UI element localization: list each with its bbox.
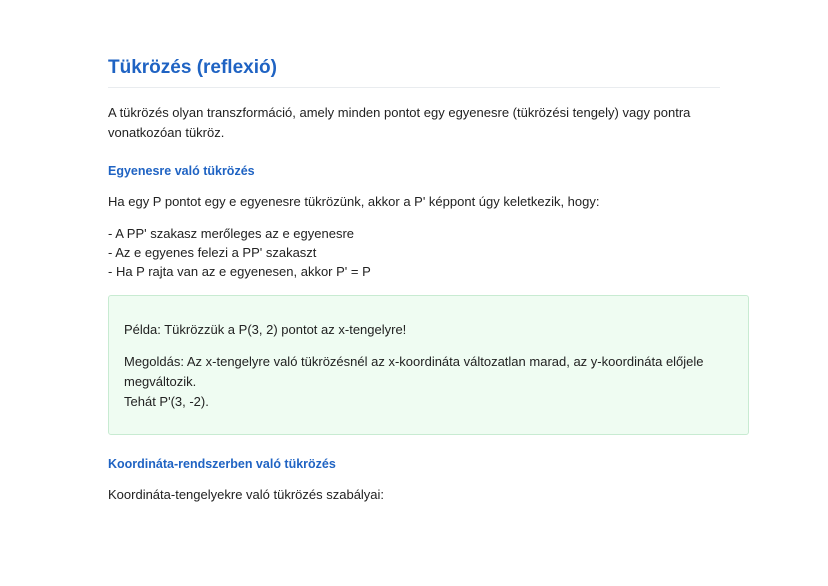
section-heading-coordinate-reflection: Koordináta-rendszerben való tükrözés xyxy=(108,457,336,471)
list-item: - A PP' szakasz merőleges az e egyenesre xyxy=(108,226,354,241)
coordinate-reflection-paragraph: Koordináta-tengelyekre való tükrözés szabályai: xyxy=(108,487,385,502)
list-item: - Az e egyenes felezi a PP' szakaszt xyxy=(108,245,317,260)
intro-paragraph: A tükrözés olyan transzformáció, amely minden pontot egy egyenesre (tükrözési tengely) vagy pontra vonatkozóan tükröz. xyxy=(108,105,691,140)
section-heading-line-reflection: Egyenesre való tükrözés xyxy=(108,164,255,178)
line-reflection-paragraph: Ha egy P pontot egy e egyenesre tükrözünk, akkor a P' képpont úgy keletkezik, hogy: xyxy=(108,194,600,209)
reflection-properties-list xyxy=(108,224,371,281)
example-result: Tehát P'(3, -2). xyxy=(124,394,209,409)
list-item: - Ha P rajta van az e egyenesen, akkor P' = P xyxy=(108,264,371,279)
example-box xyxy=(108,295,749,435)
page-title: Tükrözés (reflexió) xyxy=(108,57,277,78)
title-divider xyxy=(108,87,720,88)
example-solution: Megoldás: Az x-tengelyre való tükrözésnél az x-koordináta változatlan marad, az y-koordináta előjele megváltozik. xyxy=(124,354,704,389)
example-question: Példa: Tükrözzük a P(3, 2) pontot az x-tengelyre! xyxy=(124,322,407,337)
